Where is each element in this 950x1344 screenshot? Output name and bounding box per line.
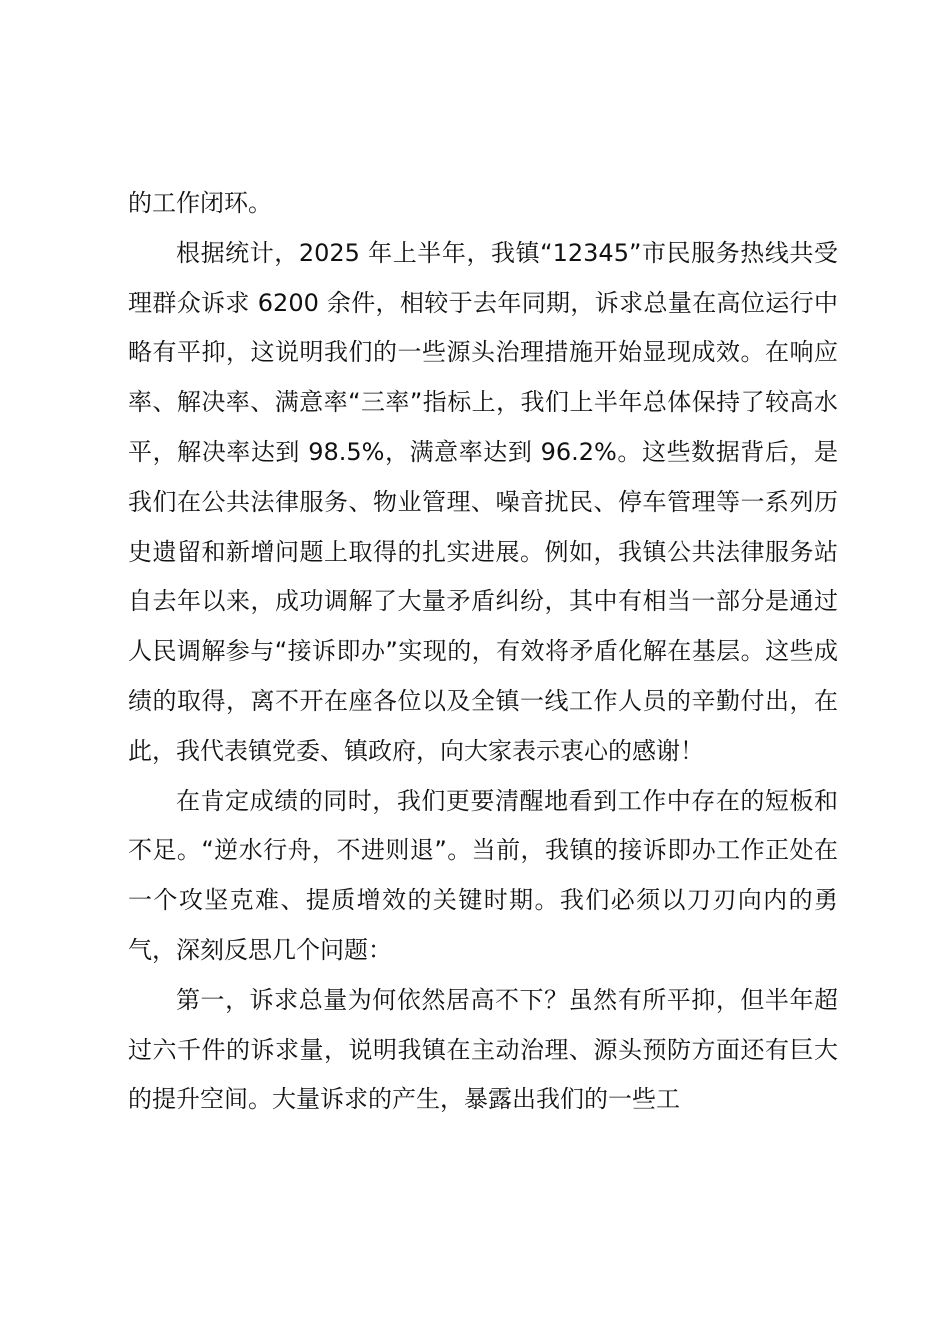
paragraph-continuation: 的工作闭环。 xyxy=(128,189,272,217)
paragraph-shortcomings: 在肯定成绩的同时，我们更要清醒地看到工作中存在的短板和不足。“逆水行舟，不进则退”。当前，我镇的接诉即办工作正处在一个攻坚克难、提质增效的关键时期。我们必须以刀刃向内的勇气，深刻反思几个问题： xyxy=(128,786,838,964)
paragraph-statistics: 根据统计，2025 年上半年，我镇“12345”市民服务热线共受理群众诉求 6200 余件，相较于去年同期，诉求总量在高位运行中略有平抑，这说明我们的一些源头治理措施开始显现成效。在响应率、解决率、满意率“三率”指标上，我们上半年总体保持了较高水平，解决率达到 98.5%，满意率达到 96.2%。这些数据背后，是我们在公共法律服务、物业管理、噪音扰民、停车管理等一系列历史遗留和新增问题上取得的扎实进展。例如，我镇公共法律服务站自去年以来，成功调解了大量矛盾纠纷，其中有相当一部分是通过人民调解参与“接诉即办”实现的，有效将矛盾化解在基层。这些成绩的取得，离不开在座各位以及全镇一线工作人员的辛勤付出，在此，我代表镇党委、镇政府，向大家表示衷心的感谢！ xyxy=(128,238,838,765)
paragraph-first-issue: 第一，诉求总量为何依然居高不下？虽然有所平抑，但半年超过六千件的诉求量，说明我镇在主动治理、源头预防方面还有巨大的提升空间。大量诉求的产生，暴露出我们的一些工 xyxy=(128,985,838,1114)
document-body xyxy=(128,179,838,1125)
